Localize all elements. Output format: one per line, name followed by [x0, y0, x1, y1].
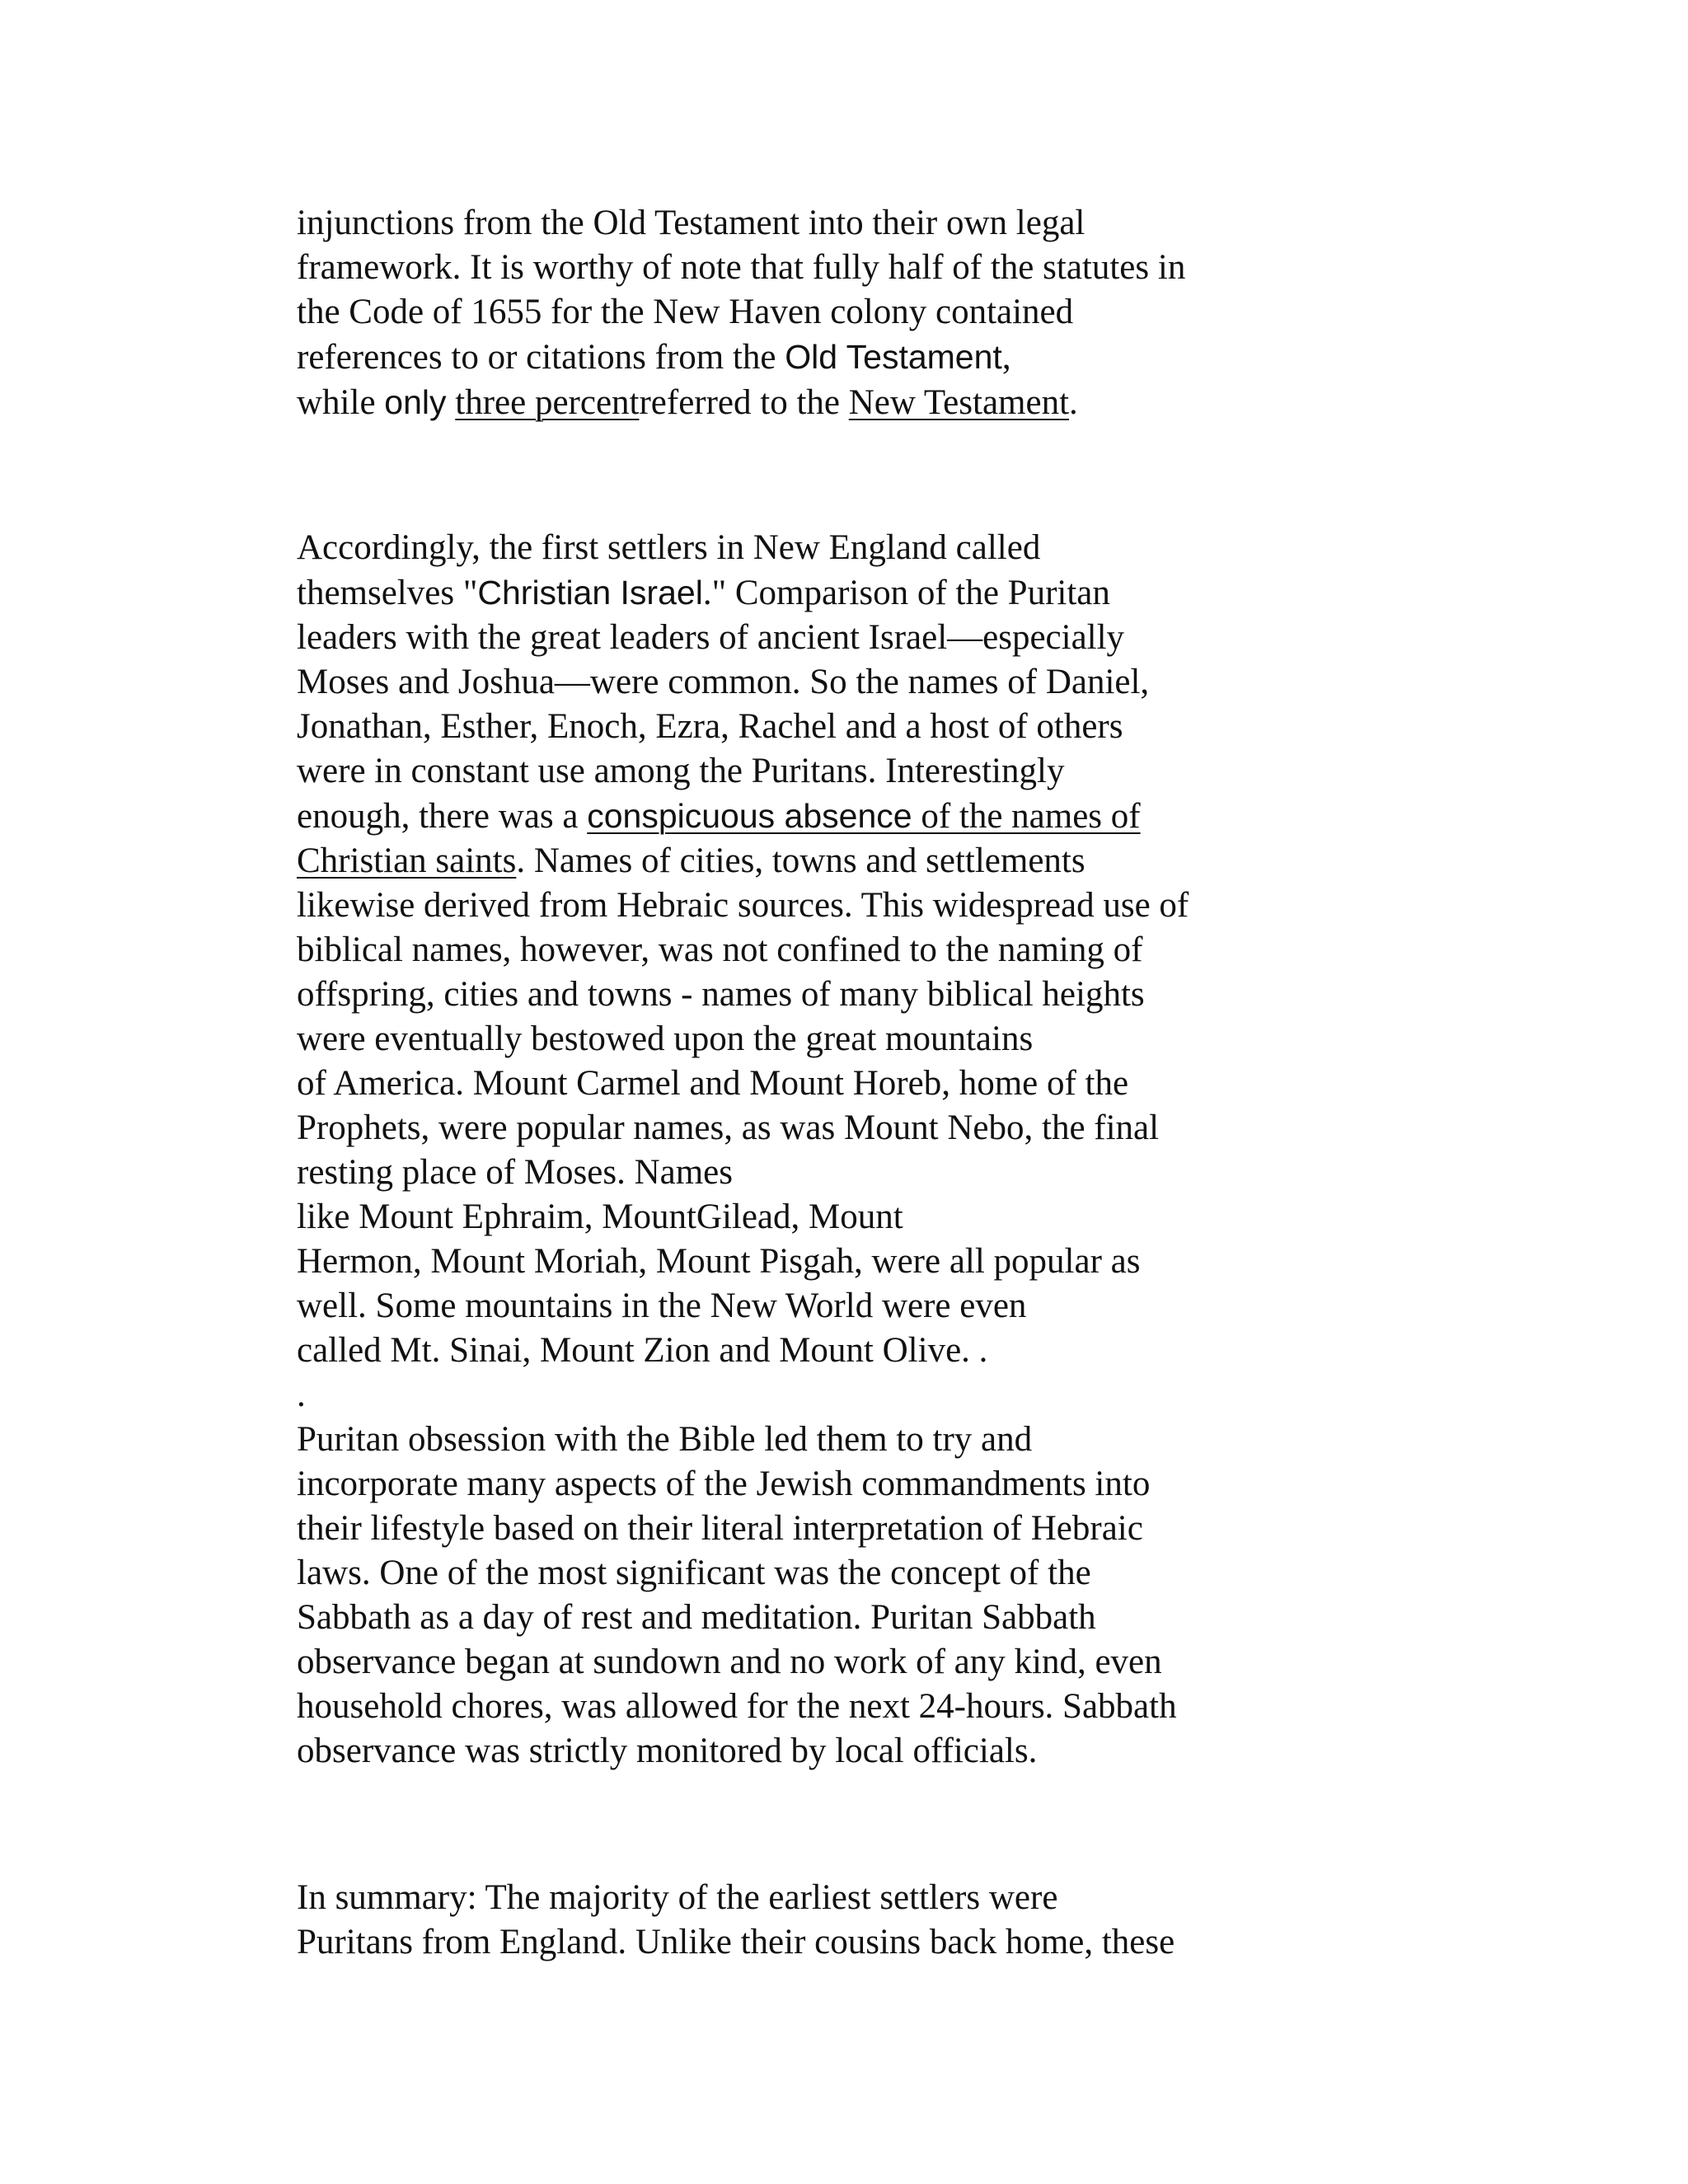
text-line: Moses and Joshua—were common. So the names of Daniel,: [297, 663, 1150, 701]
text-line: Puritans from England. Unlike their cousins back home, these: [297, 1923, 1175, 1961]
text-line: resting place of Moses. Names: [297, 1153, 733, 1192]
text-run: references to or citations from the: [297, 338, 785, 377]
text-run: [447, 383, 456, 422]
underlined-phrase-new-testament: New Testament: [848, 383, 1070, 422]
text-line: likewise derived from Hebraic sources. This widespread use of: [297, 886, 1189, 925]
text-run: .: [1069, 383, 1078, 422]
text-run: ." Comparison of the Puritan: [702, 574, 1110, 612]
text-run: referred to the: [639, 383, 849, 422]
text-line: called Mt. Sinai, Mount Zion and Mount Olive. .: [297, 1331, 988, 1370]
text-line: Sabbath as a day of rest and meditation. Puritan Sabbath: [297, 1598, 1096, 1637]
text-line: [297, 794, 1500, 839]
text-line: leaders with the great leaders of ancient Israel—especially: [297, 618, 1125, 657]
text-line: incorporate many aspects of the Jewish commandments into: [297, 1465, 1151, 1503]
text-run: enough, there was a: [297, 797, 588, 836]
text-line: observance began at sundown and no work of any kind, even: [297, 1643, 1162, 1681]
text-line: Jonathan, Esther, Enoch, Ezra, Rachel and a host of others: [297, 707, 1123, 746]
text-line: of America. Mount Carmel and Mount Horeb, home of the: [297, 1064, 1129, 1103]
paragraph-old-testament: [297, 201, 1500, 425]
text-line: Prophets, were popular names, as was Mount Nebo, the final: [297, 1108, 1160, 1147]
text-line: were in constant use among the Puritans. Interestingly: [297, 752, 1065, 790]
text-run: . Names of cities, towns and settlements: [516, 841, 1085, 880]
text-line: injunctions from the Old Testament into their own legal: [297, 204, 1085, 242]
text-line: [297, 335, 1500, 380]
paragraph-christian-israel: [297, 526, 1500, 1774]
text-line: like Mount Ephraim, MountGilead, Mount: [297, 1197, 903, 1236]
text-line: observance was strictly monitored by local officials.: [297, 1732, 1038, 1770]
text-line: framework. It is worthy of note that fully half of the statutes in: [297, 248, 1186, 287]
underlined-phrase-three-percent: three percent: [455, 383, 640, 422]
text-line: biblical names, however, was not confined to the naming of: [297, 930, 1143, 969]
bold-phrase-christian-israel: Christian Israel: [477, 574, 703, 612]
text-run: while: [297, 383, 385, 422]
text-line: Puritan obsession with the Bible led them to try and: [297, 1420, 1033, 1459]
text-line: In summary: The majority of the earliest settlers were: [297, 1878, 1058, 1917]
bold-word-only: only: [384, 383, 447, 421]
text-line: [297, 380, 1500, 425]
paragraph-summary: [297, 1876, 1500, 1965]
text-run: themselves ": [297, 574, 478, 612]
text-line: were eventually bestowed upon the great mountains: [297, 1019, 1034, 1058]
text-line: offspring, cities and towns - names of many biblical heights: [297, 975, 1145, 1014]
text-line: well. Some mountains in the New World were even: [297, 1286, 1027, 1325]
underlined-phrase-christian-saints: Christian saints: [297, 841, 517, 880]
text-line: Accordingly, the first settlers in New England called: [297, 528, 1041, 567]
underlined-phrase-names-of: of the names of: [912, 797, 1141, 836]
text-line: the Code of 1655 for the New Haven colony contained: [297, 293, 1074, 331]
text-line: laws. One of the most significant was the concept of the: [297, 1554, 1091, 1592]
text-line: household chores, was allowed for the next 24-hours. Sabbath: [297, 1687, 1177, 1726]
text-line: their lifestyle based on their literal interpretation of Hebraic: [297, 1509, 1143, 1548]
bold-underlined-phrase-conspicuous-absence: conspicuous absence: [587, 797, 912, 835]
bold-phrase-old-testament: Old Testament: [785, 338, 1002, 376]
text-line: [297, 570, 1500, 616]
text-run: ,: [1001, 338, 1011, 377]
text-line: Hermon, Mount Moriah, Mount Pisgah, were all popular as: [297, 1242, 1141, 1281]
text-line: .: [297, 1376, 306, 1414]
text-line: [297, 839, 1500, 883]
